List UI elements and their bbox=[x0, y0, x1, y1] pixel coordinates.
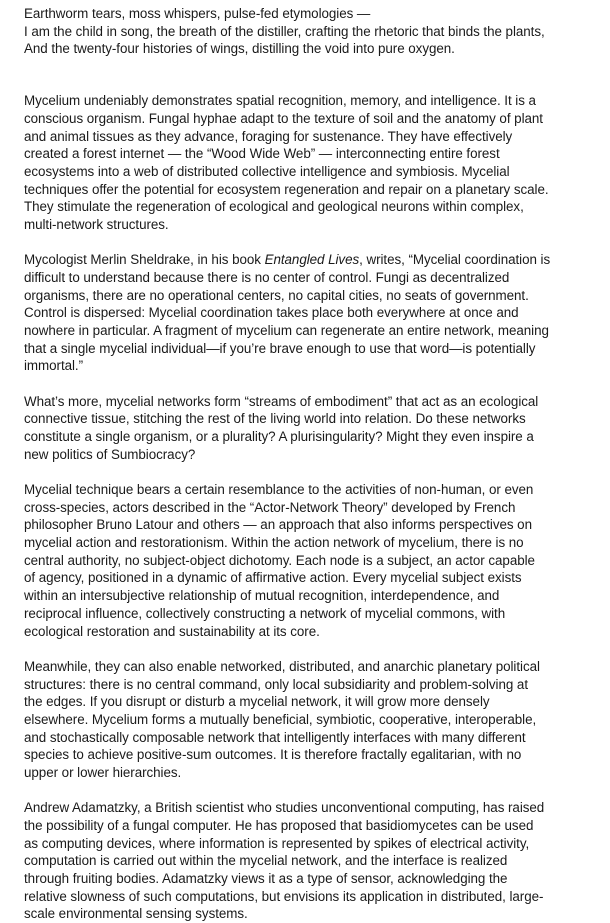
text-line: ecological restoration and sustainability at its core. bbox=[24, 623, 320, 639]
text-line: They stimulate the regeneration of ecological and geological neurons within complex, bbox=[24, 199, 524, 215]
text-line: philosopher Bruno Latour and others — an approach that also informs perspectives on bbox=[24, 517, 532, 533]
poem-line: I am the child in song, the breath of the distiller, crafting the rhetoric that binds the plants, bbox=[24, 23, 545, 39]
text-line: cross-species, actors described in the “Actor-Network Theory” developed by French bbox=[24, 499, 516, 515]
paragraph-mycelium-intelligence bbox=[24, 92, 604, 234]
text-line: within an intersubjective relationship of mutual recognition, interdependence, and bbox=[24, 588, 500, 604]
paragraph-fungal-computer bbox=[24, 799, 604, 923]
paragraph-streams-of-embodiment bbox=[24, 393, 604, 464]
text-line: and stochastically composable network that intelligently interfaces with many different bbox=[24, 729, 526, 745]
text-line: central authority, no subject-object dichotomy. Each node is a subject, an actor capable bbox=[24, 552, 535, 568]
paragraph-political-structures bbox=[24, 658, 604, 782]
text-line: techniques offer the potential for ecosystem regeneration and repair on a planetary scale. bbox=[24, 181, 549, 197]
text-line: mycelial action and restorationism. Within the action network of mycelium, there is no bbox=[24, 535, 524, 551]
text-line: the possibility of a fungal computer. He has proposed that basidiomycetes can be used bbox=[24, 817, 534, 833]
text-line: upper or lower hierarchies. bbox=[24, 765, 182, 781]
text-line: through fruiting bodies. Adamatzky views it as a type of sensor, acknowledging the bbox=[24, 871, 508, 887]
text-line: reciprocal influence, collectively constructing a network of mycelial commons, with bbox=[24, 605, 506, 621]
poem-stanza bbox=[24, 5, 604, 58]
text-line: What’s more, mycelial networks form “streams of embodiment” that act as an ecological bbox=[24, 393, 539, 409]
text-line: conscious organism. Fungal hyphae adapt to the texture of soil and the anatomy of plant bbox=[24, 110, 543, 126]
text-line: difficult to understand because there is no center of control. Fungi as decentralized bbox=[24, 269, 510, 285]
text-line: elsewhere. Mycelium forms a mutually beneficial, symbiotic, cooperative, interoperable, bbox=[24, 711, 537, 727]
text-line: nowhere in particular. A fragment of mycelium can regenerate an entire network, meaning bbox=[24, 323, 549, 339]
text-line: the edges. If you disrupt or disturb a mycelial network, it will grow more densely bbox=[24, 694, 490, 710]
text-line: Meanwhile, they can also enable networked, distributed, and anarchic planetary political bbox=[24, 658, 540, 674]
text-line: new politics of Sumbiocracy? bbox=[24, 446, 196, 462]
text-line: Mycelium undeniably demonstrates spatial recognition, memory, and intelligence. It is a bbox=[24, 93, 536, 109]
text-line bbox=[24, 251, 604, 269]
paragraph-sheldrake-quote bbox=[24, 251, 604, 375]
text-line: organisms, there are no operational centers, no capital cities, no seats of government. bbox=[24, 287, 529, 303]
text-line: and animal tissues as they advance, foraging for sustenance. They have effectively bbox=[24, 128, 513, 144]
text-line: multi-network structures. bbox=[24, 217, 169, 233]
text-line: scale environmental sensing systems. bbox=[24, 906, 248, 922]
paragraph-actor-network-theory bbox=[24, 481, 604, 640]
text-line: constitute a single organism, or a plurality? A plurisingularity? Might they even inspire a bbox=[24, 429, 534, 445]
text-line: structures: there is no central command, only local subsidiarity and problem-solving at bbox=[24, 676, 528, 692]
text-segment: Mycologist Merlin Sheldrake, in his book bbox=[24, 252, 265, 268]
poem-line: And the twenty-four histories of wings, distilling the void into pure oxygen. bbox=[24, 41, 455, 57]
text-line: relative slowness of such computations, but envisions its application in distributed, large- bbox=[24, 888, 544, 904]
book-title: Entangled Lives bbox=[264, 252, 360, 268]
text-line: Control is dispersed: Mycelial coordination takes place both everywhere at once and bbox=[24, 305, 519, 321]
text-line: immortal.” bbox=[24, 358, 84, 374]
text-line: ecosystems into a web of distributed collective intelligence and symbiosis. Mycelial bbox=[24, 163, 510, 179]
text-line: Mycelial technique bears a certain resemblance to the activities of non-human, or even bbox=[24, 481, 534, 497]
text-segment: , writes, “Mycelial coordination is bbox=[359, 252, 551, 268]
poem-line: Earthworm tears, moss whispers, pulse-fed etymologies — bbox=[24, 6, 371, 21]
text-line: as computing devices, where information is represented by spikes of electrical activity, bbox=[24, 835, 530, 851]
text-line: computation is carried out within the mycelial network, and the interface is realized bbox=[24, 853, 508, 869]
text-line: species to achieve positive-sum outcomes. It is therefore fractally egalitarian, with no bbox=[24, 747, 522, 763]
text-line: connective tissue, stitching the rest of the living world into relation. Do these networks bbox=[24, 411, 526, 427]
text-line: created a forest internet — the “Wood Wide Web” — interconnecting entire forest bbox=[24, 146, 500, 162]
text-line: of agency, positioned in a dynamic of affirmative action. Every mycelial subject exists bbox=[24, 570, 522, 586]
text-line: that a single mycelial individual—if you’re brave enough to use that word—is potentially bbox=[24, 340, 536, 356]
text-line: Andrew Adamatzky, a British scientist who studies unconventional computing, has raised bbox=[24, 800, 545, 816]
